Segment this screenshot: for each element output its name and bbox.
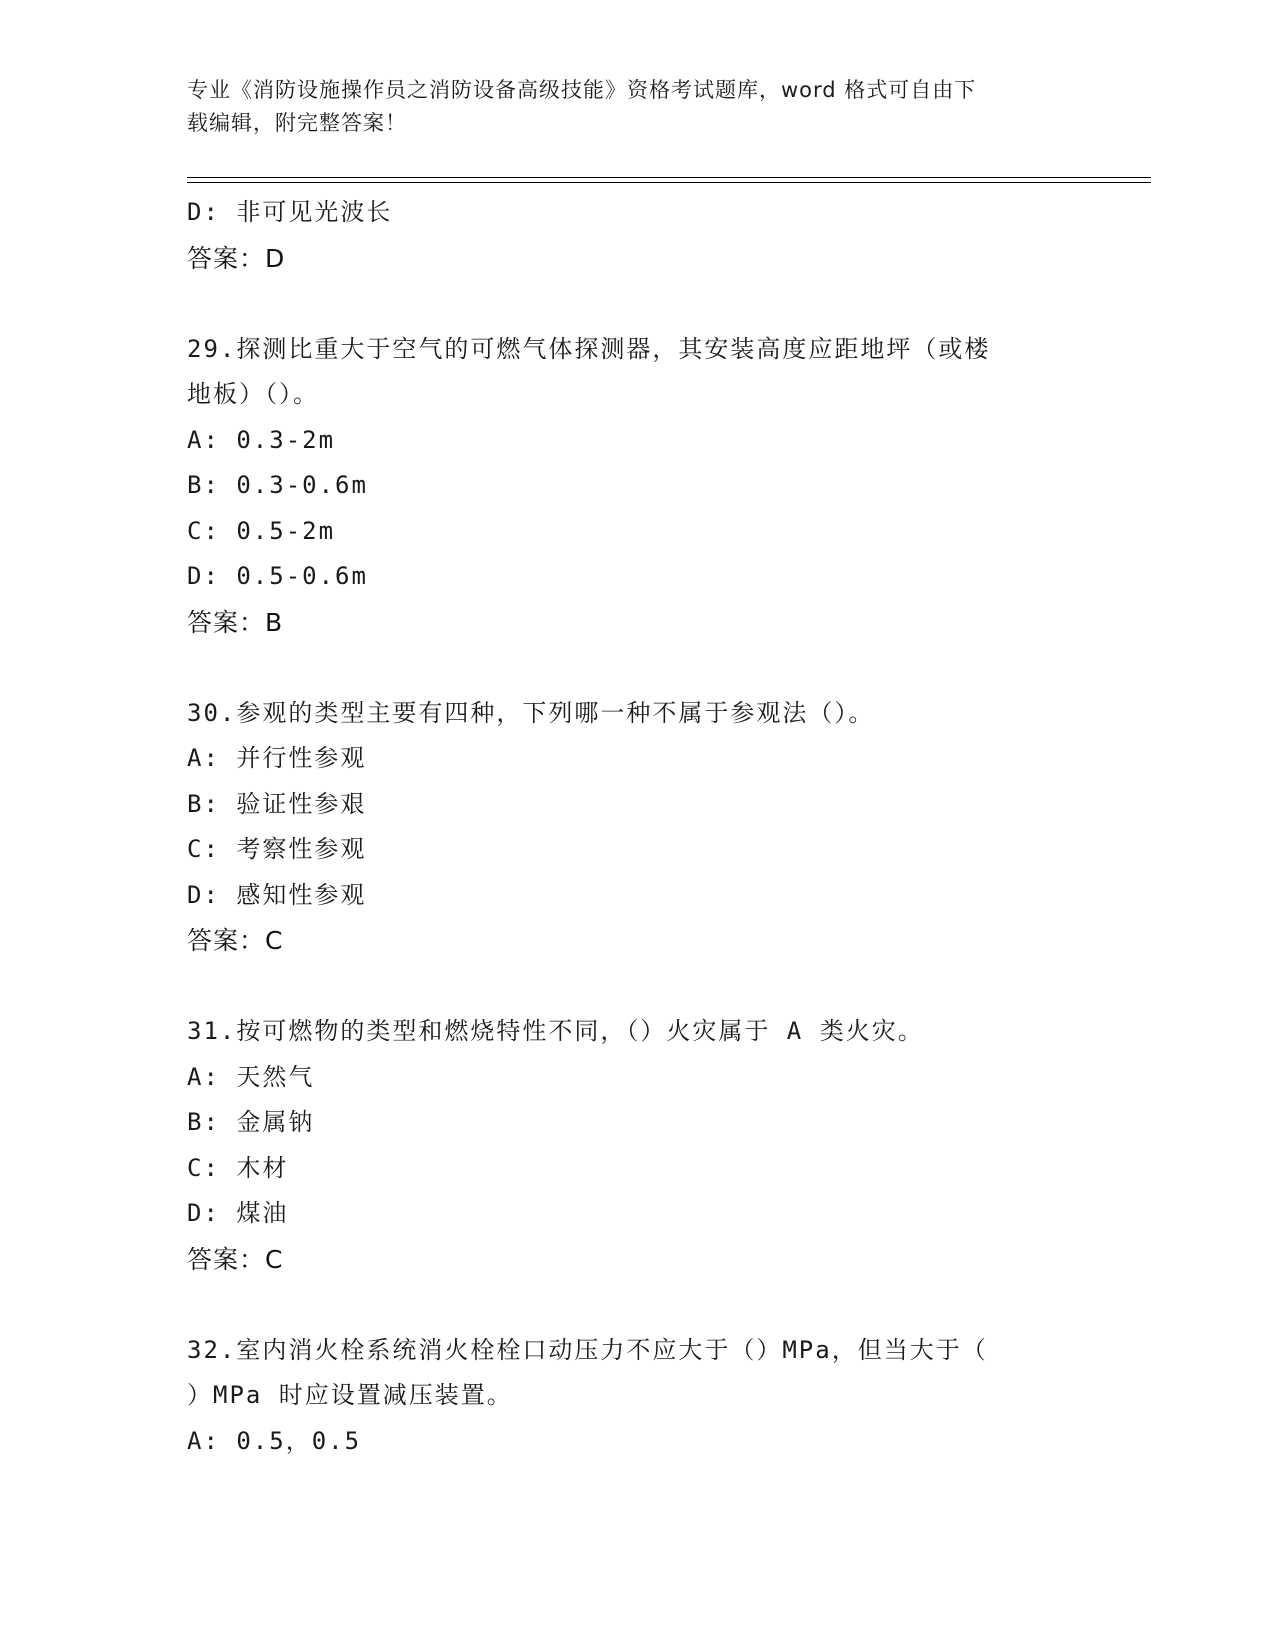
answer-label: 答案：B [187,607,284,637]
header-double-rule [187,177,1151,183]
option-c: C: 0.5-2m [187,516,336,545]
option-a: A: 0.3-2m [187,425,336,454]
spacer [187,1282,1087,1328]
option-c: C: 考察性参观 [187,835,367,863]
spacer [187,645,1087,691]
option-b: B: 0.3-0.6m [187,471,368,499]
question-31 [187,1009,1087,1282]
question-29 [187,327,1087,646]
option-a: A: 并行性参观 [187,744,367,772]
answer-label: 答案：D [187,243,286,273]
question-30 [187,691,1087,964]
question-list [187,190,1087,1464]
option-d: D: 感知性参观 [187,880,367,909]
option-d: D: 煤油 [187,1199,289,1227]
header-line-1: 专业《消防设施操作员之消防设备高级技能》资格考试题库，word 格式可自由下 [187,78,977,102]
question-stem: 31.按可燃物的类型和燃烧特性不同，（）火灾属于 A 类火灾。 [187,1017,924,1045]
spacer [187,964,1087,1010]
document-header [187,74,1087,140]
question-stem-continued: 地板）（）。 [187,380,319,408]
question-stem: 29.探测比重大于空气的可燃气体探测器，其安装高度应距地坪（或楼 [187,334,991,363]
question-stem-continued: ）MPa 时应设置减压装置。 [187,1381,513,1409]
question-stem: 30.参观的类型主要有四种，下列哪一种不属于参观法（）。 [187,698,875,727]
spacer [187,281,1087,327]
option-d: D: 非可见光波长 [187,198,393,226]
question-32 [187,1328,1087,1465]
option-a: A: 0.5，0.5 [187,1426,362,1455]
option-c: C: 木材 [187,1153,289,1182]
option-b: B: 验证性参艰 [187,789,367,818]
answer-label: 答案：C [187,1244,284,1274]
option-b: B: 金属钠 [187,1108,315,1136]
header-line-2: 载编辑，附完整答案！ [187,111,407,135]
question-stem: 32.室内消火栓系统消火栓栓口动压力不应大于（）MPa，但当大于（ [187,1335,988,1364]
option-d: D: 0.5-0.6m [187,562,368,590]
answer-label: 答案：C [187,926,284,955]
option-a: A: 天然气 [187,1062,315,1091]
